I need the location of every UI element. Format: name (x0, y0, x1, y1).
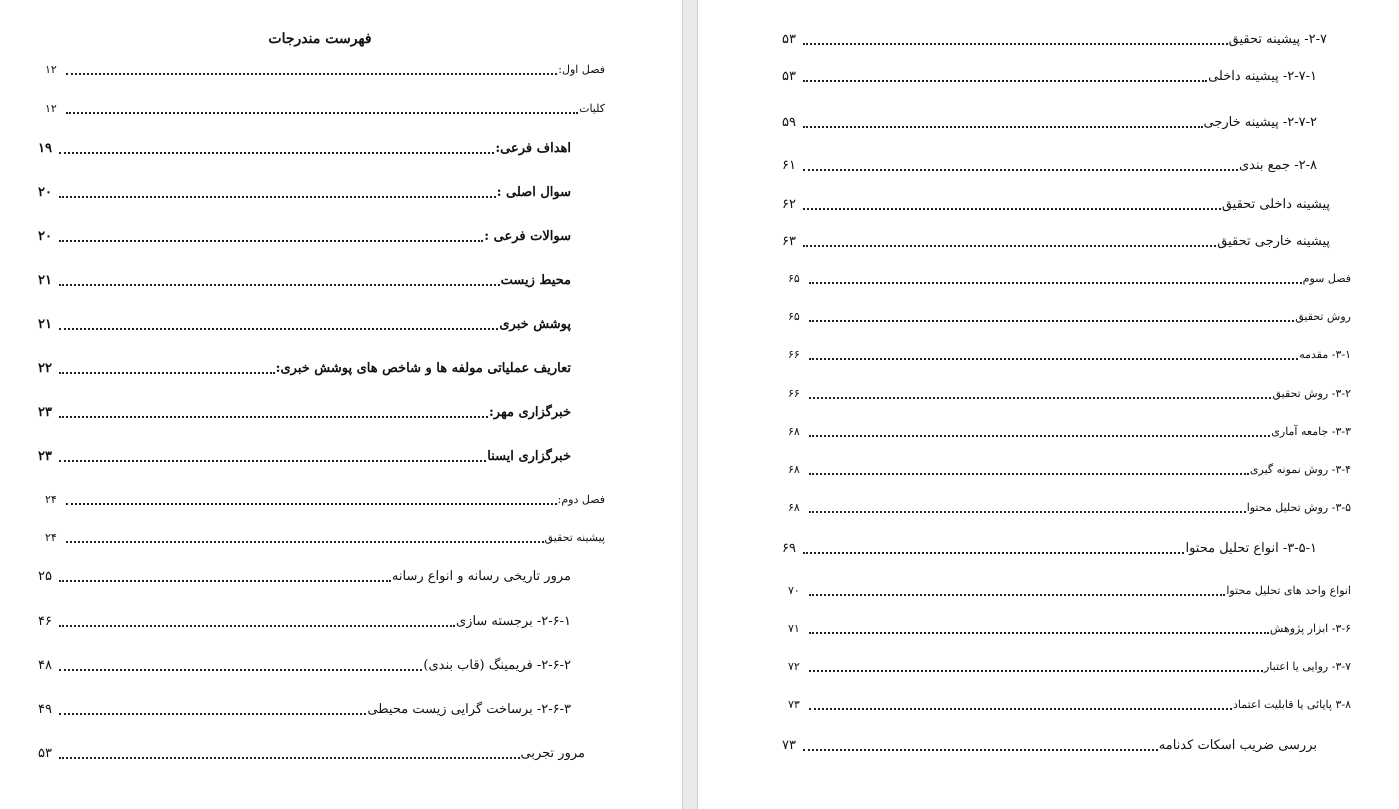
toc-entry-page: ۴۸ (38, 658, 52, 673)
toc-entry-page: ۵۳ (38, 746, 52, 761)
toc-entry-page: ۲۰ (38, 229, 52, 244)
toc-entry-page: ۱۹ (38, 141, 52, 156)
toc-entry-page: ۶۵ (788, 272, 800, 285)
toc-entry-page: ۶۱ (782, 158, 796, 173)
toc-entry[interactable] (788, 384, 1351, 404)
toc-entry[interactable] (38, 656, 571, 676)
toc-entry-page: ۶۸ (788, 425, 800, 438)
toc-leader-dots (803, 126, 1203, 128)
toc-leader-dots (59, 757, 520, 759)
toc-entry[interactable] (38, 227, 571, 247)
toc-entry-label: فصل اول: (558, 63, 605, 76)
toc-entry-label: فصل دوم: (557, 493, 605, 506)
toc-entry-label: پیشینه داخلی تحقیق (1221, 197, 1330, 212)
toc-entry-page: ۷۰ (788, 584, 800, 597)
toc-entry-label: پیشینه خارجی تحقیق (1217, 234, 1330, 249)
page-gutter (682, 0, 698, 809)
toc-entry-label: ۳-۲- روش تحقیق (1272, 387, 1351, 400)
toc-leader-dots (809, 670, 1263, 672)
toc-entry[interactable] (788, 498, 1351, 518)
toc-entry-page: ۲۱ (38, 317, 52, 332)
toc-leader-dots (59, 713, 366, 715)
toc-leader-dots (66, 503, 557, 505)
toc-entry[interactable] (788, 422, 1351, 442)
toc-entry-page: ۶۸ (788, 463, 800, 476)
toc-leader-dots (59, 416, 488, 418)
toc-entry-page: ۶۵ (788, 310, 800, 323)
toc-leader-dots (59, 328, 498, 330)
toc-leader-dots (809, 397, 1271, 399)
toc-entry-label: ۲-۷-۲- پیشینه خارجی (1203, 115, 1317, 130)
toc-entry[interactable] (38, 403, 571, 423)
toc-entry[interactable] (45, 99, 605, 119)
toc-entry[interactable] (45, 60, 605, 80)
toc-entry-label: سوالات فرعی : (484, 229, 571, 244)
toc-entry-page: ۷۲ (788, 660, 800, 673)
toc-entry[interactable] (788, 307, 1351, 327)
toc-entry-label: سوال اصلی : (496, 185, 571, 200)
toc-entry-page: ۲۱ (38, 273, 52, 288)
toc-leader-dots (809, 358, 1298, 360)
toc-entry[interactable] (782, 232, 1330, 252)
toc-entry-label: ۳-۴- روش نمونه گیری (1249, 463, 1351, 476)
toc-entry-label: روش تحقیق (1295, 310, 1351, 323)
toc-entry-label: خبرگزاری ایسنا (487, 449, 571, 464)
toc-entry-label: پیشینه تحقیق (544, 531, 605, 544)
toc-entry[interactable] (788, 345, 1351, 365)
toc-entry[interactable] (782, 539, 1317, 559)
toc-entry-label: پوشش خبری (499, 317, 571, 332)
toc-leader-dots (66, 73, 557, 75)
toc-entry-page: ۷۳ (782, 738, 796, 753)
toc-entry-label: ۳-۱- مقدمه (1299, 348, 1351, 361)
toc-leader-dots (809, 435, 1270, 437)
toc-leader-dots (809, 282, 1302, 284)
toc-entry-label: ۲-۷- پیشینه تحقیق (1228, 32, 1327, 47)
toc-entry-page: ۴۹ (38, 702, 52, 717)
toc-entry-label: مرور تاریخی رسانه و انواع رسانه (391, 569, 571, 584)
toc-entry-label: ۲-۶-۳- برساخت گرایی زیست محیطی (367, 702, 571, 717)
toc-entry-label: بررسی ضریب اسکات کدنامه (1158, 738, 1317, 753)
toc-entry-label: ۲-۸- جمع بندی (1238, 158, 1317, 173)
toc-entry[interactable] (782, 30, 1327, 50)
toc-entry-page: ۱۲ (45, 63, 57, 76)
toc-entry[interactable] (38, 271, 571, 291)
toc-entry-page: ۷۳ (788, 698, 800, 711)
toc-entry[interactable] (38, 700, 571, 720)
toc-entry[interactable] (788, 619, 1351, 639)
toc-leader-dots (803, 552, 1184, 554)
toc-entry[interactable] (782, 195, 1330, 215)
toc-leader-dots (59, 580, 391, 582)
toc-entry-label: فصل سوم (1302, 272, 1351, 285)
toc-leader-dots (59, 284, 500, 286)
toc-entry-page: ۵۹ (782, 115, 796, 130)
toc-leader-dots (809, 473, 1249, 475)
toc-entry-label: اهداف فرعی: (495, 141, 571, 156)
toc-entry[interactable] (782, 67, 1317, 87)
toc-entry[interactable] (788, 695, 1351, 715)
toc-entry[interactable] (788, 269, 1351, 289)
toc-title: فهرست مندرجات (268, 31, 372, 47)
toc-entry[interactable] (38, 567, 571, 587)
toc-entry[interactable] (38, 612, 571, 632)
document-page-right (698, 0, 1399, 809)
toc-entry-page: ۲۲ (38, 361, 52, 376)
toc-leader-dots (59, 196, 496, 198)
toc-entry[interactable] (38, 315, 571, 335)
toc-entry-page: ۲۳ (38, 405, 52, 420)
toc-leader-dots (66, 541, 544, 543)
toc-entry[interactable] (38, 183, 571, 203)
toc-entry-label: کلیات (579, 102, 605, 115)
toc-entry-label: ۲-۶-۱- برجسته سازی (455, 614, 571, 629)
toc-entry-label: مرور تجربی (520, 746, 585, 761)
toc-entry-page: ۵۳ (782, 32, 796, 47)
toc-entry-label: ۳-۶- ابزار پژوهش (1269, 622, 1351, 635)
toc-entry-label: ۳-۵- روش تحلیل محتوا (1246, 501, 1351, 514)
toc-leader-dots (59, 152, 494, 154)
toc-entry-label: انواع واحد های تحلیل محتوا (1226, 584, 1351, 597)
toc-leader-dots (809, 708, 1232, 710)
toc-entry-page: ۵۳ (782, 69, 796, 84)
toc-leader-dots (803, 208, 1221, 210)
toc-entry-label: ۳-۷- روایی یا اعتبار (1264, 660, 1351, 673)
toc-leader-dots (809, 320, 1294, 322)
toc-entry-label: تعاریف عملیاتی مولفه ها و شاخص های پوشش خبری: (275, 361, 571, 376)
toc-entry-page: ۲۰ (38, 185, 52, 200)
toc-entry-page: ۶۶ (788, 387, 800, 400)
toc-entry-page: ۶۳ (782, 234, 796, 249)
toc-entry-page: ۷۱ (788, 622, 800, 635)
toc-entry-page: ۲۳ (38, 449, 52, 464)
toc-entry-label: ۳-۳- جامعه آماری (1271, 425, 1351, 438)
toc-entry-page: ۱۲ (45, 102, 57, 115)
toc-entry[interactable] (782, 736, 1317, 756)
toc-leader-dots (59, 372, 275, 374)
toc-entry-page: ۶۶ (788, 348, 800, 361)
document-page-left (0, 0, 682, 809)
toc-entry-page: ۲۴ (45, 531, 57, 544)
toc-entry-label: ۲-۶-۲- فریمینگ (قاب بندی) (423, 658, 571, 673)
toc-entry[interactable] (45, 528, 605, 548)
toc-leader-dots (66, 112, 578, 114)
toc-entry-page: ۲۴ (45, 493, 57, 506)
toc-entry[interactable] (38, 139, 571, 159)
toc-entry[interactable] (38, 447, 571, 467)
toc-entry[interactable] (788, 460, 1351, 480)
toc-entry[interactable] (38, 744, 585, 764)
toc-entry-label: ۳-۸ پایائی یا قابلیت اعتماد (1233, 698, 1351, 711)
toc-entry[interactable] (782, 113, 1317, 133)
toc-leader-dots (803, 43, 1228, 45)
toc-entry[interactable] (38, 359, 571, 379)
toc-entry[interactable] (45, 490, 605, 510)
toc-leader-dots (809, 511, 1246, 513)
toc-entry[interactable] (788, 657, 1351, 677)
toc-entry-label: خبرگزاری مهر: (488, 405, 571, 420)
toc-entry-label: ۳-۵-۱- انواع تحلیل محتوا (1185, 541, 1317, 556)
toc-leader-dots (809, 632, 1269, 634)
toc-entry[interactable] (788, 581, 1351, 601)
toc-leader-dots (59, 669, 422, 671)
toc-leader-dots (809, 594, 1225, 596)
toc-leader-dots (59, 625, 455, 627)
toc-leader-dots (803, 80, 1207, 82)
toc-entry-page: ۲۵ (38, 569, 52, 584)
toc-entry-page: ۶۹ (782, 541, 796, 556)
toc-entry-page: ۶۲ (782, 197, 796, 212)
toc-leader-dots (59, 240, 483, 242)
toc-leader-dots (803, 245, 1216, 247)
toc-leader-dots (59, 460, 486, 462)
toc-entry-label: ۲-۷-۱- پیشینه داخلی (1208, 69, 1317, 84)
toc-entry-label: محیط زیست (500, 273, 571, 288)
toc-leader-dots (803, 169, 1238, 171)
toc-leader-dots (803, 749, 1158, 751)
toc-entry-page: ۴۶ (38, 614, 52, 629)
toc-entry-page: ۶۸ (788, 501, 800, 514)
toc-entry[interactable] (782, 156, 1317, 176)
